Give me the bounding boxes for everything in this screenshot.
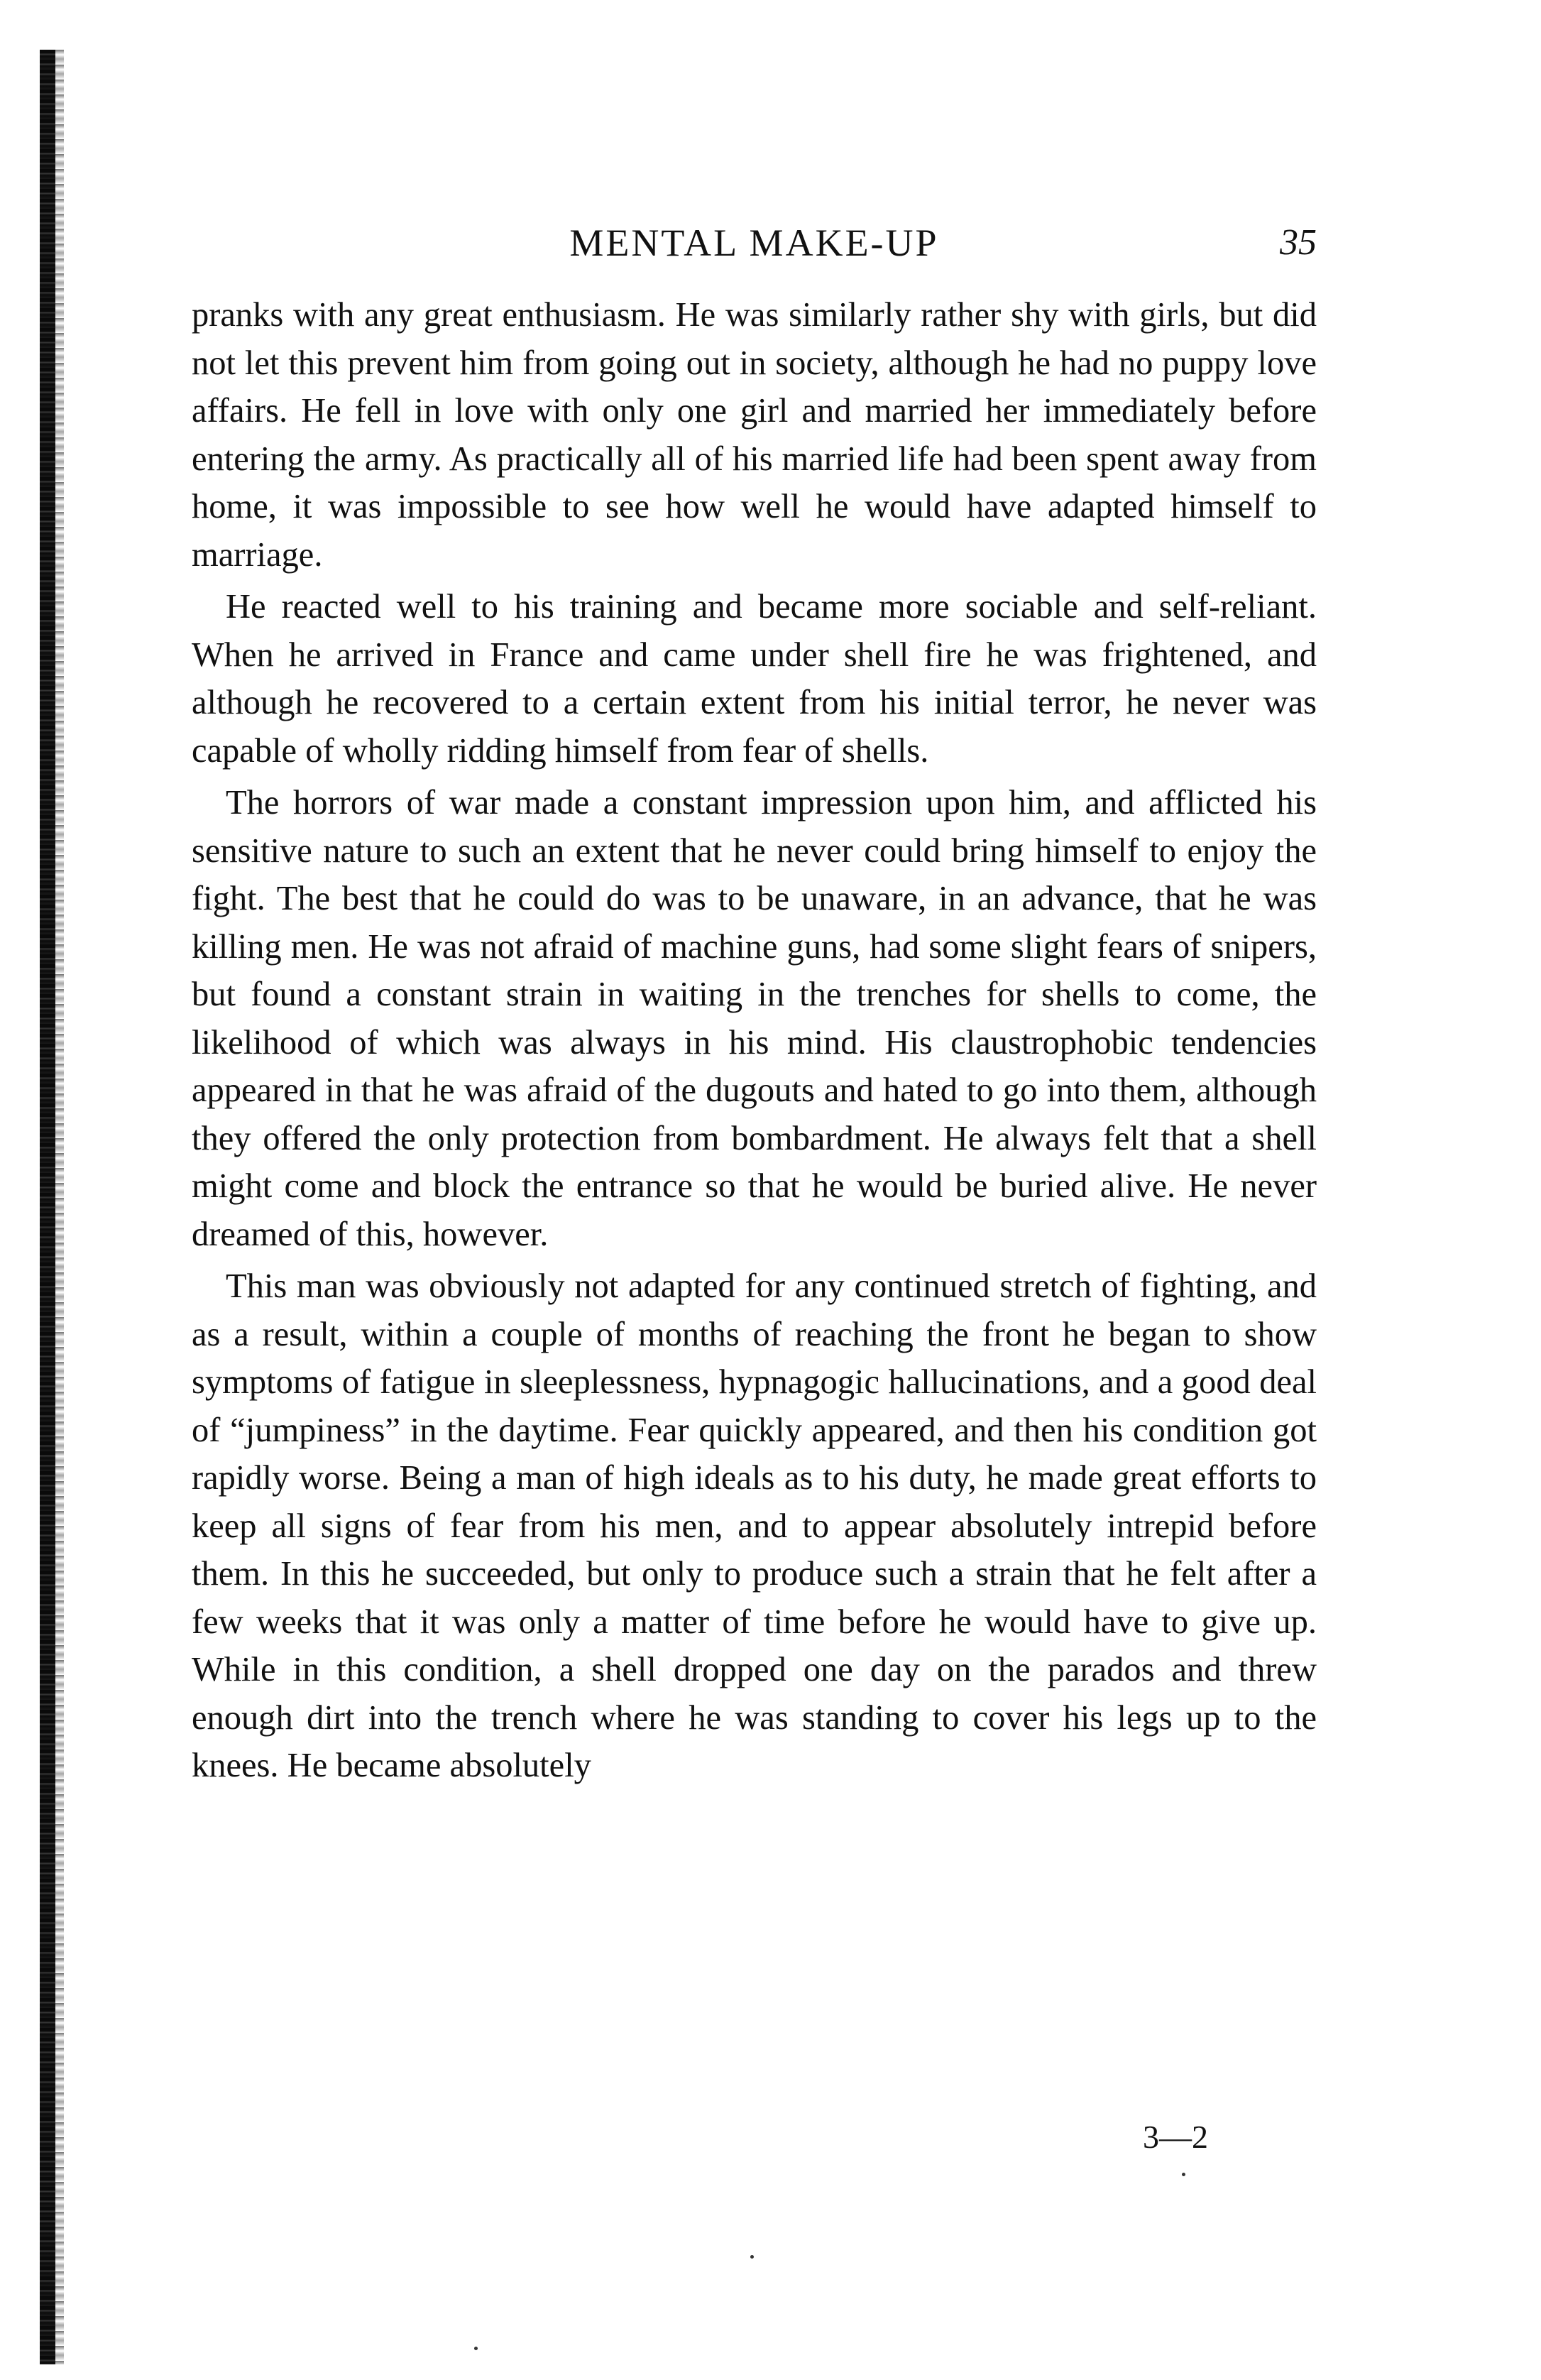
paragraph-3: The horrors of war made a constant impression upon him, and afflicted his sensitive nature to such an extent that he never could bring himself to enjoy the fight. The best that he could do was to be unaware, in an advance, that he was killing men. He was not afraid of machine guns, had some slight fears of snipers, but found a constant strain in waiting in the trenches for shells to come, the likelihood of which was always in his mind. His claustrophobic tendencies appeared in that he was afraid of the dugouts and hated to go into them, although they offered the only protection from bombardment. He always felt that a shell might come and block the entrance so that he would be buried alive. He never dreamed of this, however.	[192, 784, 1317, 1253]
ink-speck	[474, 2347, 478, 2350]
binding-edge	[40, 50, 55, 2364]
binding-shadow	[55, 50, 64, 2364]
body-text	[192, 291, 1317, 1794]
ink-speck	[750, 2255, 754, 2259]
paragraph-1: pranks with any great enthusiasm. He was similarly rather shy with girls, but did not let this prevent him from going out in society, although he had no puppy love affairs. He fell in love with only one girl and married her immediately before entering the army. As practically all of his married life had been spent away from home, it was impossible to see how well he would have adapted himself to marriage.	[192, 296, 1317, 574]
running-head	[192, 214, 1317, 271]
paragraph-4: This man was obviously not adapted for any continued stretch of fighting, and as a result, within a couple of months of reaching the front he began to show symptoms of fatigue in sleeplessness, hypnagogic hallucinations, and a good deal of “jumpiness” in the daytime. Fear quickly appeared, and then his condition got rapidly worse. Being a man of high ideals as to his duty, he made great efforts to keep all signs of fear from his men, and to appear absolutely intrepid before them. In this he succeeded, but only to produce such a strain that he felt after a few weeks that it was only a matter of time before he would have to give up. While in this condition, a shell dropped one day on the parados and threw enough dirt into the trench where he was standing to cover his legs up to the knees. He became absolutely	[192, 1267, 1317, 1784]
running-title: MENTAL MAKE-UP	[569, 222, 939, 264]
page-number: 35	[1280, 222, 1317, 263]
paragraph-2: He reacted well to his training and became more sociable and self-reliant. When he arrived in France and came under shell fire he was frightened, and although he recovered to a certain extent from his initial terror, he never was capable of wholly ridding himself from fear of shells.	[192, 588, 1317, 770]
ink-speck	[1182, 2173, 1185, 2176]
signature-mark: 3—2	[1143, 2119, 1208, 2155]
